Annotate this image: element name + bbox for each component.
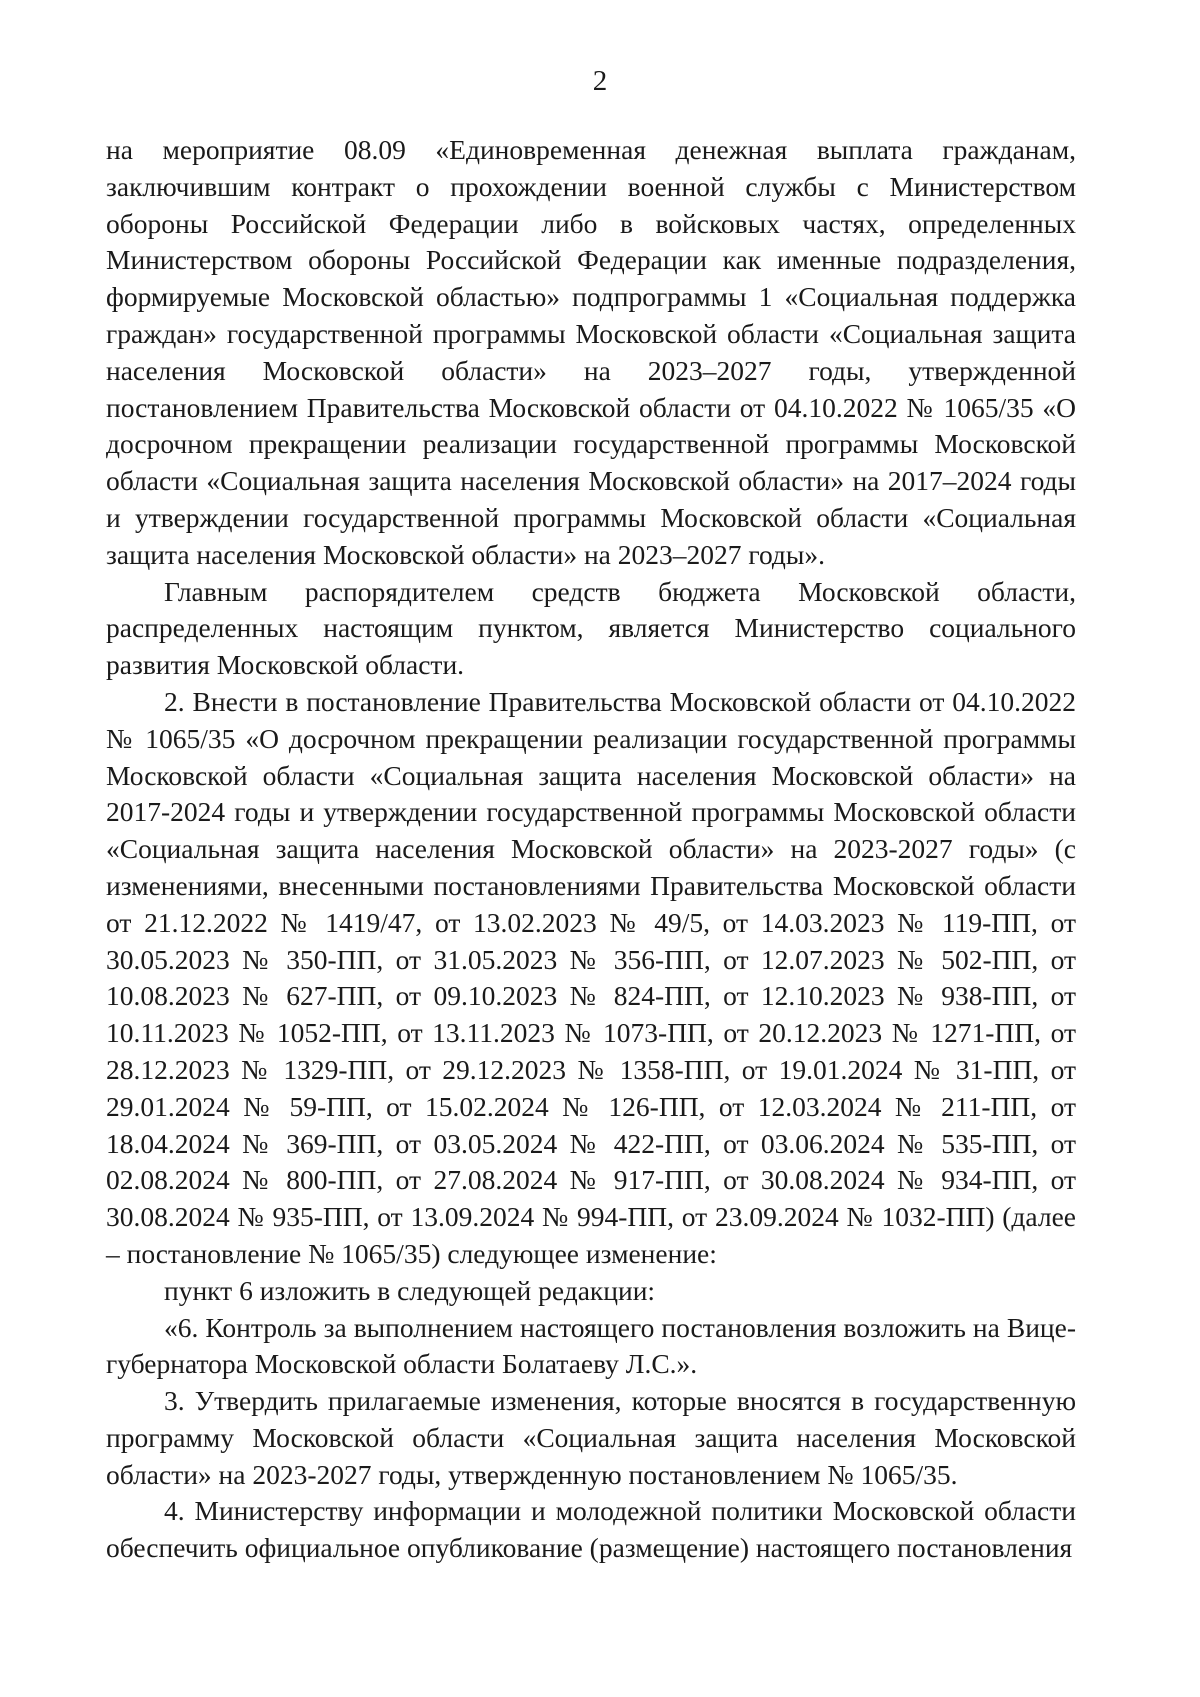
paragraph-budget-administrator: Главным распорядителем средств бюджета Московской области, распределенных настоящим пунктом, является Министерство социального развития Московской области. (106, 575, 1076, 681)
paragraph-item-6-text: «6. Контроль за выполнением настоящего постановления возложить на Вице-губернатора Московской области Болатаеву Л.С.». (106, 1311, 1076, 1380)
paragraph-item-6-instruction: пункт 6 изложить в следующей редакции: (164, 1274, 656, 1306)
document-body (106, 132, 1076, 1567)
paragraph-item-2-amendment: 2. Внести в постановление Правительства Московской области от 04.10.2022 № 1065/35 «О досрочном прекращении реализации государственной программы Московской области «Социальная защита населения Московской области» на 2017-2024 годы и утверждении государственной программы Московской области «Социальная защита населения Московской области» на 2023-2027 годы» (с изменениями, внесенными постановлениями Правительства Московской области от 21.12.2022 № 1419/47, от 13.02.2023 № 49/5, от 14.03.2023 № 119-ПП, от 30.05.2023 № 350-ПП, от 31.05.2023 № 356-ПП, от 12.07.2023 № 502-ПП, от 10.08.2023 № 627-ПП, от 09.10.2023 № 824-ПП, от 12.10.2023 № 938-ПП, от 10.11.2023 № 1052-ПП, от 13.11.2023 № 1073-ПП, от 20.12.2023 № 1271-ПП, от 28.12.2023 № 1329-ПП, от 29.12.2023 № 1358-ПП, от 19.01.2024 № 31-ПП, от 29.01.2024 № 59-ПП, от 15.02.2024 № 126-ПП, от 12.03.2024 № 211-ПП, от 18.04.2024 № 369-ПП, от 03.05.2024 № 422-ПП, от 03.06.2024 № 535-ПП, от 02.08.2024 № 800-ПП, от 27.08.2024 № 917-ПП, от 30.08.2024 № 934-ПП, от 30.08.2024 № 935-ПП, от 13.09.2024 № 994-ПП, от 23.09.2024 № 1032-ПП) (далее – постановление № 1065/35) следующее изменение: (106, 685, 1076, 1269)
paragraph-item-3-approval: 3. Утвердить прилагаемые изменения, которые вносятся в государственную программу Московской области «Социальная защита населения Московской области» на 2023-2027 годы, утвержденную постановлением № 1065/35. (106, 1385, 1076, 1490)
paragraph-item-4-publication: 4. Министерству информации и молодежной политики Московской области обеспечить официальное опубликование (размещение) настоящего постановления (106, 1495, 1076, 1564)
page-number: 2 (592, 65, 608, 97)
paragraph-event-description: на мероприятие 08.09 «Единовременная денежная выплата гражданам, заключившим контракт о прохождении военной службы с Министерством обороны Российской Федерации либо в войсковых частях, определенных Министерством обороны Российской Федерации как именные подразделения, формируемые Московской областью» подпрограммы 1 «Социальная поддержка граждан» государственной программы Московской области «Социальная защита населения Московской области» на 2023–2027 годы, утвержденной постановлением Правительства Московской области от 04.10.2022 № 1065/35 «О досрочном прекращении реализации государственной программы Московской области «Социальная защита населения Московской области» на 2017–2024 годы и утверждении государственной программы Московской области «Социальная защита населения Московской области» на 2023–2027 годы». (106, 134, 1076, 570)
